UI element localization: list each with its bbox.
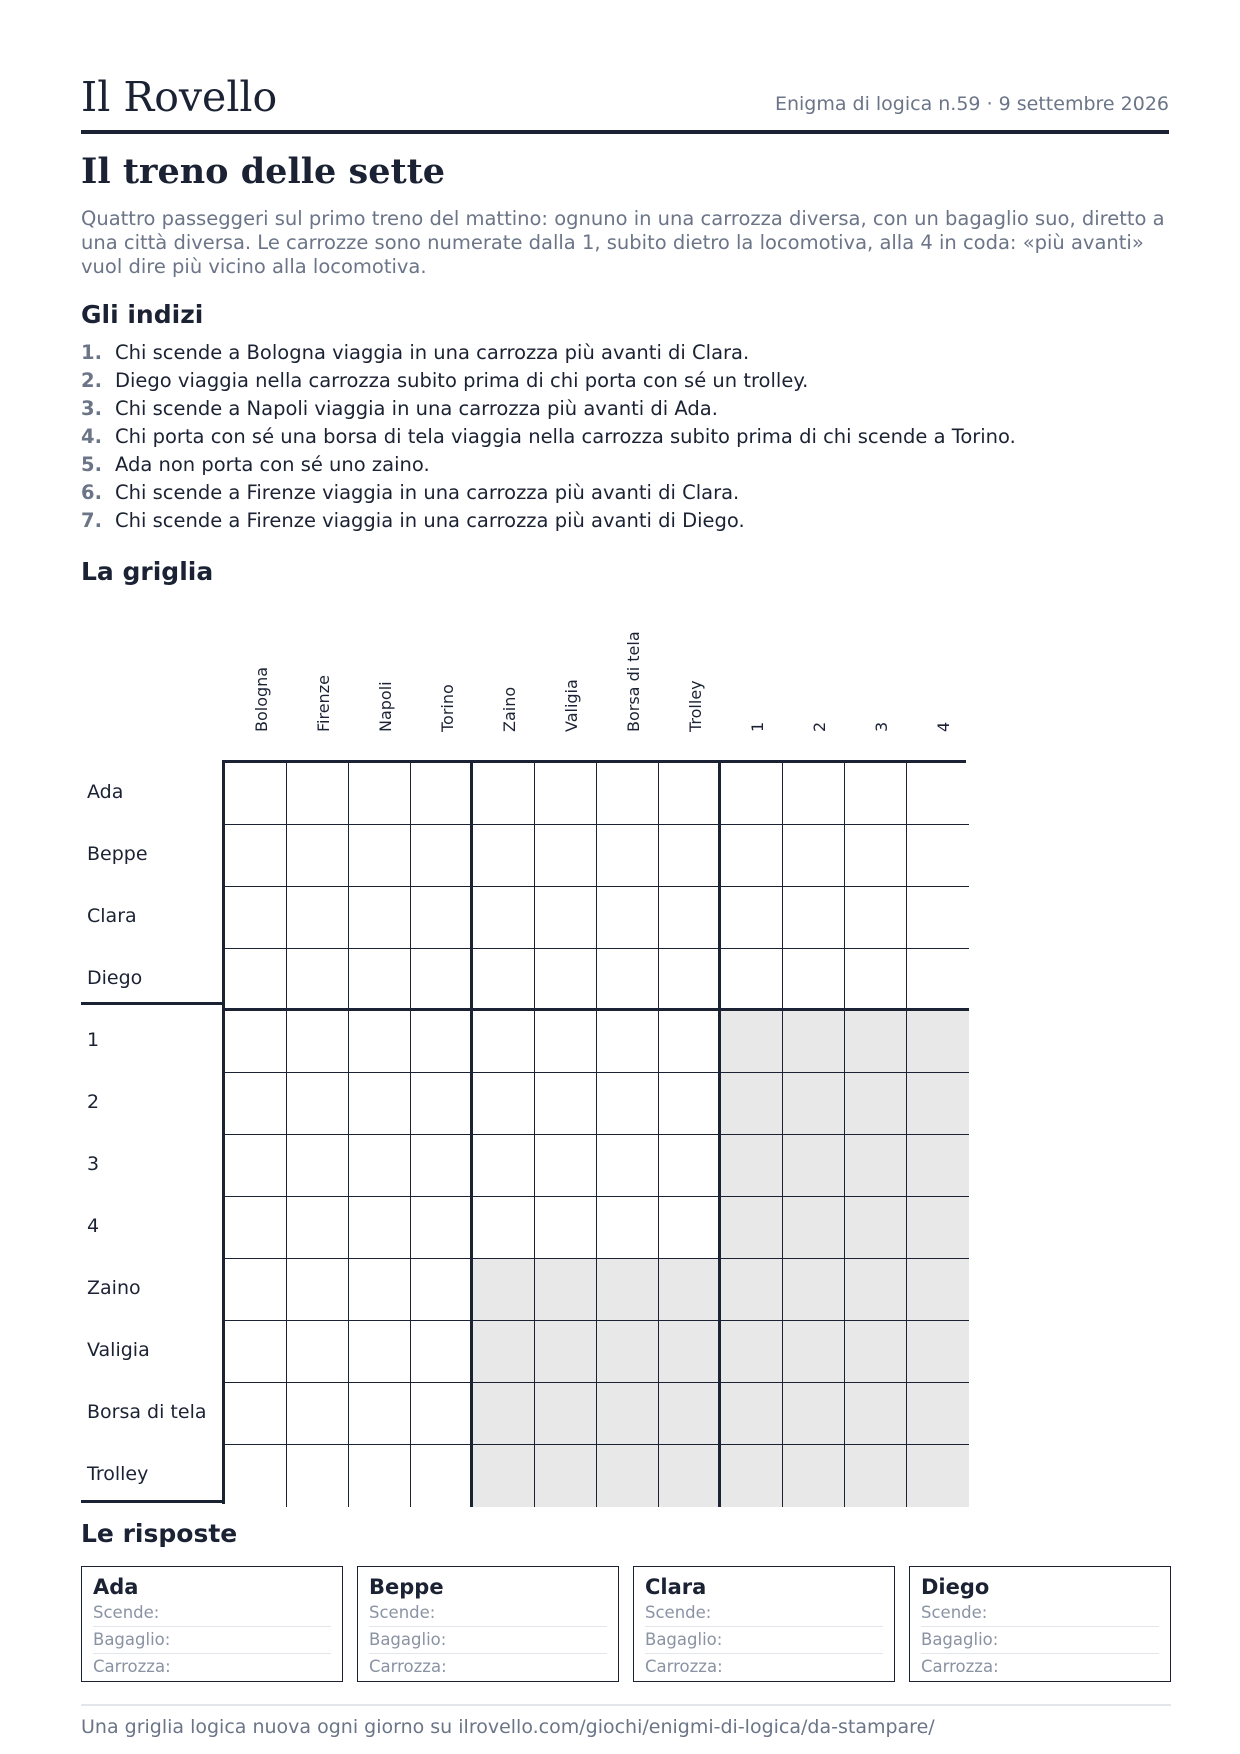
grid-cell[interactable] (783, 887, 845, 949)
answer-name: Beppe (369, 1575, 444, 1599)
grid-cell[interactable] (287, 1135, 349, 1197)
row-label-zaino: Zaino (87, 1277, 141, 1299)
grid-cell (721, 1383, 783, 1445)
clue-text: Chi scende a Firenze viaggia in una carrozza più avanti di Clara. (115, 481, 740, 504)
grid-cell (783, 1135, 845, 1197)
answer-field-bagaglio[interactable]: Bagaglio: (645, 1627, 883, 1654)
grid-cell (907, 1321, 969, 1383)
grid-cell[interactable] (349, 1073, 411, 1135)
grid-cell[interactable] (721, 763, 783, 825)
grid-cell (721, 1197, 783, 1259)
grid-cell (783, 1383, 845, 1445)
clue-text: Chi scende a Firenze viaggia in una carrozza più avanti di Diego. (115, 509, 745, 532)
grid-cell (783, 1011, 845, 1073)
clues-list (81, 339, 1171, 535)
grid-cell[interactable] (287, 1259, 349, 1321)
grid-cell[interactable] (225, 1135, 287, 1197)
grid-cell[interactable] (845, 825, 907, 887)
grid-cell[interactable] (411, 763, 473, 825)
grid-cell[interactable] (473, 1135, 535, 1197)
grid-cell[interactable] (783, 763, 845, 825)
grid-cell (783, 1321, 845, 1383)
grid-cell[interactable] (659, 1135, 721, 1197)
grid-cell[interactable] (659, 825, 721, 887)
grid-cell[interactable] (597, 1073, 659, 1135)
grid-cell (907, 1197, 969, 1259)
grid-cell (535, 1259, 597, 1321)
grid-cell (597, 1383, 659, 1445)
clue-text: Chi porta con sé una borsa di tela viaggia nella carrozza subito prima di chi scende a Torino. (115, 425, 1016, 448)
grid-cell[interactable] (659, 887, 721, 949)
grid-cell[interactable] (473, 1011, 535, 1073)
grid-cell[interactable] (225, 1383, 287, 1445)
grid-cell[interactable] (535, 949, 597, 1011)
puzzle-title: Il treno delle sette (81, 151, 446, 192)
grid-cell (907, 1383, 969, 1445)
clue-item (81, 479, 1171, 507)
grid-cell[interactable] (721, 949, 783, 1011)
answer-field-carrozza[interactable]: Carrozza: (93, 1657, 171, 1676)
grid-cell (907, 1073, 969, 1135)
grid-cell[interactable] (411, 1135, 473, 1197)
grid-cell[interactable] (349, 1135, 411, 1197)
answer-field-carrozza[interactable]: Carrozza: (645, 1657, 723, 1676)
grid-cell[interactable] (535, 1197, 597, 1259)
grid-cell[interactable] (473, 763, 535, 825)
grid-cell[interactable] (473, 887, 535, 949)
grid-cell[interactable] (225, 1011, 287, 1073)
grid-cell[interactable] (535, 825, 597, 887)
grid-cell[interactable] (411, 949, 473, 1011)
grid-cell[interactable] (225, 763, 287, 825)
row-label-diego: Diego (87, 967, 143, 989)
grid-cell[interactable] (349, 1321, 411, 1383)
grid-cell (721, 1135, 783, 1197)
row-label-ada: Ada (87, 781, 124, 803)
grid-cell[interactable] (287, 1445, 349, 1507)
grid-cell[interactable] (473, 1073, 535, 1135)
column-header-carriage-1: 1 (748, 721, 767, 732)
grid-cell (535, 1445, 597, 1507)
grid-cell[interactable] (411, 1073, 473, 1135)
clue-number: 5. (81, 453, 102, 476)
column-header-carriage-4: 4 (934, 721, 953, 732)
grid-cell[interactable] (349, 1197, 411, 1259)
answer-field-bagaglio[interactable]: Bagaglio: (93, 1627, 331, 1654)
column-header-carriage-2: 2 (810, 721, 829, 732)
logic-grid (222, 760, 966, 1504)
clue-text: Chi scende a Bologna viaggia in una carrozza più avanti di Clara. (115, 341, 750, 364)
clue-text: Chi scende a Napoli viaggia in una carrozza più avanti di Ada. (115, 397, 718, 420)
grid-cell[interactable] (721, 887, 783, 949)
grid-cell[interactable] (783, 825, 845, 887)
grid-cell[interactable] (659, 763, 721, 825)
grid-cell[interactable] (659, 1197, 721, 1259)
grid-cell[interactable] (411, 887, 473, 949)
grid-cell[interactable] (535, 1011, 597, 1073)
answer-name: Diego (921, 1575, 990, 1599)
grid-cell[interactable] (225, 825, 287, 887)
grid-cell (845, 1135, 907, 1197)
answer-cards (81, 1566, 1171, 1682)
grid-cell (659, 1259, 721, 1321)
grid-cell[interactable] (287, 1197, 349, 1259)
footer-note: Una griglia logica nuova ogni giorno su ilrovello.com/giochi/enigmi-di-logica/da-stampare/ (81, 1704, 1171, 1739)
row-label-carriage-4: 4 (87, 1215, 100, 1237)
grid-cell (659, 1321, 721, 1383)
grid-cell[interactable] (411, 1445, 473, 1507)
grid-cell (845, 1259, 907, 1321)
clue-number: 3. (81, 397, 102, 420)
grid-cell (907, 1259, 969, 1321)
column-header-borsa-di-tela: Borsa di tela (624, 631, 643, 732)
grid-cell[interactable] (411, 1259, 473, 1321)
grid-cell[interactable] (287, 887, 349, 949)
grid-cell (597, 1259, 659, 1321)
grid-cell (535, 1321, 597, 1383)
grid-cell[interactable] (597, 763, 659, 825)
grid-cell[interactable] (535, 887, 597, 949)
answer-field-scende[interactable]: Scende: (369, 1600, 607, 1627)
issue-info: Enigma di logica n.59 · 9 settembre 2026 (774, 93, 1169, 115)
answer-card-diego (909, 1566, 1171, 1682)
grid-cell[interactable] (907, 763, 969, 825)
grid-cell (721, 1073, 783, 1135)
grid-cell[interactable] (473, 949, 535, 1011)
column-header-napoli: Napoli (376, 681, 395, 732)
grid-cell (721, 1445, 783, 1507)
grid-cell[interactable] (473, 825, 535, 887)
clue-number: 6. (81, 481, 102, 504)
grid-cell[interactable] (845, 949, 907, 1011)
grid-cell[interactable] (287, 1011, 349, 1073)
clue-number: 4. (81, 425, 102, 448)
clue-number: 7. (81, 509, 102, 532)
clue-item (81, 339, 1171, 367)
answer-field-bagaglio[interactable]: Bagaglio: (369, 1627, 607, 1654)
grid-cell[interactable] (349, 1445, 411, 1507)
grid-cell (845, 1197, 907, 1259)
answer-field-carrozza[interactable]: Carrozza: (369, 1657, 447, 1676)
brand-title: Il Rovello (81, 73, 278, 121)
row-label-carriage-3: 3 (87, 1153, 100, 1175)
grid-cell[interactable] (287, 949, 349, 1011)
grid-cell (845, 1073, 907, 1135)
grid-cell (473, 1259, 535, 1321)
grid-cell (907, 1011, 969, 1073)
grid-cell[interactable] (659, 1073, 721, 1135)
grid-cell[interactable] (783, 949, 845, 1011)
grid-cell (473, 1321, 535, 1383)
grid-cell[interactable] (225, 1259, 287, 1321)
clue-item (81, 395, 1171, 423)
column-header-valigia: Valigia (562, 679, 581, 732)
grid-cell (721, 1321, 783, 1383)
column-header-bologna: Bologna (252, 666, 271, 732)
row-label-carriage-2: 2 (87, 1091, 100, 1113)
row-label-valigia: Valigia (87, 1339, 150, 1361)
grid-cell (783, 1259, 845, 1321)
grid-cell (783, 1073, 845, 1135)
clue-number: 2. (81, 369, 102, 392)
grid-cell[interactable] (349, 1383, 411, 1445)
grid-cell[interactable] (597, 949, 659, 1011)
grid-cell[interactable] (659, 949, 721, 1011)
grid-cell[interactable] (907, 887, 969, 949)
clue-item (81, 423, 1171, 451)
grid-cell (783, 1445, 845, 1507)
grid-cell (907, 1445, 969, 1507)
grid-cell[interactable] (721, 825, 783, 887)
grid-cell[interactable] (411, 1011, 473, 1073)
grid-cell[interactable] (535, 1135, 597, 1197)
grid-cell[interactable] (287, 763, 349, 825)
grid-cell[interactable] (845, 887, 907, 949)
grid-cell (721, 1011, 783, 1073)
grid-cell[interactable] (225, 1073, 287, 1135)
grid-cell (473, 1383, 535, 1445)
grid-cell (845, 1383, 907, 1445)
grid-cell (845, 1321, 907, 1383)
grid-cell[interactable] (535, 763, 597, 825)
clue-text: Diego viaggia nella carrozza subito prima di chi porta con sé un trolley. (115, 369, 809, 392)
column-header-zaino: Zaino (500, 686, 519, 732)
grid-cell[interactable] (349, 763, 411, 825)
grid-cell[interactable] (225, 949, 287, 1011)
grid-cell[interactable] (287, 1383, 349, 1445)
grid-cell[interactable] (411, 1197, 473, 1259)
answer-card-ada (81, 1566, 343, 1682)
answer-field-scende[interactable]: Scende: (921, 1600, 1159, 1627)
row-label-beppe: Beppe (87, 843, 148, 865)
grid-cell[interactable] (907, 949, 969, 1011)
grid-cell[interactable] (225, 1445, 287, 1507)
grid-cell[interactable] (597, 1011, 659, 1073)
grid-cell (907, 1135, 969, 1197)
grid-cell[interactable] (349, 1011, 411, 1073)
grid-cell[interactable] (597, 1135, 659, 1197)
answer-card-beppe (357, 1566, 619, 1682)
grid-heading: La griglia (81, 557, 214, 586)
grid-cell (597, 1445, 659, 1507)
grid-cell[interactable] (597, 887, 659, 949)
clue-item (81, 507, 1171, 535)
grid-cell[interactable] (535, 1073, 597, 1135)
column-header-torino: Torino (438, 684, 457, 732)
grid-cell[interactable] (225, 1197, 287, 1259)
grid-cell (845, 1011, 907, 1073)
clue-item (81, 367, 1171, 395)
grid-cell[interactable] (907, 825, 969, 887)
grid-cell (597, 1321, 659, 1383)
answer-name: Ada (93, 1575, 139, 1599)
grid-cell[interactable] (597, 1197, 659, 1259)
grid-cell[interactable] (473, 1197, 535, 1259)
answers-heading: Le risposte (81, 1519, 238, 1548)
grid-cell[interactable] (411, 1383, 473, 1445)
answer-field-scende[interactable]: Scende: (93, 1600, 331, 1627)
answer-card-clara (633, 1566, 895, 1682)
grid-cell[interactable] (225, 887, 287, 949)
row-label-carriage-1: 1 (87, 1029, 100, 1051)
answer-field-bagaglio[interactable]: Bagaglio: (921, 1627, 1159, 1654)
grid-cell[interactable] (349, 887, 411, 949)
clue-number: 1. (81, 341, 102, 364)
grid-cell[interactable] (411, 825, 473, 887)
answer-field-scende[interactable]: Scende: (645, 1600, 883, 1627)
column-header-firenze: Firenze (314, 675, 333, 732)
clues-heading: Gli indizi (81, 300, 204, 329)
answer-name: Clara (645, 1575, 707, 1599)
grid-cell[interactable] (349, 1259, 411, 1321)
puzzle-intro: Quattro passeggeri sul primo treno del mattino: ognuno in una carrozza diversa, con un bagaglio suo, diretto a una città diversa. Le carrozze sono numerate dalla 1, subito dietro la locomotiva, alla 4 in coda: «più avanti» vuol dire più vicino alla locomotiva. (81, 207, 1165, 278)
grid-cell (659, 1383, 721, 1445)
answer-field-carrozza[interactable]: Carrozza: (921, 1657, 999, 1676)
grid-cell (721, 1259, 783, 1321)
column-header-trolley: Trolley (686, 680, 705, 732)
row-label-borsa-di-tela: Borsa di tela (87, 1401, 207, 1423)
grid-cell (659, 1445, 721, 1507)
column-header-carriage-3: 3 (872, 721, 891, 732)
grid-cell[interactable] (287, 1321, 349, 1383)
clue-text: Ada non porta con sé uno zaino. (115, 453, 430, 476)
grid-cell (783, 1197, 845, 1259)
grid-cell[interactable] (411, 1321, 473, 1383)
grid-cell[interactable] (287, 1073, 349, 1135)
grid-cell (845, 1445, 907, 1507)
grid-cell[interactable] (349, 825, 411, 887)
clue-item (81, 451, 1171, 479)
grid-cell[interactable] (659, 1011, 721, 1073)
masthead (81, 72, 1169, 134)
row-label-clara: Clara (87, 905, 137, 927)
grid-cell[interactable] (349, 949, 411, 1011)
grid-cell[interactable] (597, 825, 659, 887)
row-label-trolley: Trolley (87, 1463, 149, 1485)
grid-cell[interactable] (225, 1321, 287, 1383)
grid-cell[interactable] (287, 825, 349, 887)
grid-cell[interactable] (845, 763, 907, 825)
grid-cell (473, 1445, 535, 1507)
grid-cell (535, 1383, 597, 1445)
